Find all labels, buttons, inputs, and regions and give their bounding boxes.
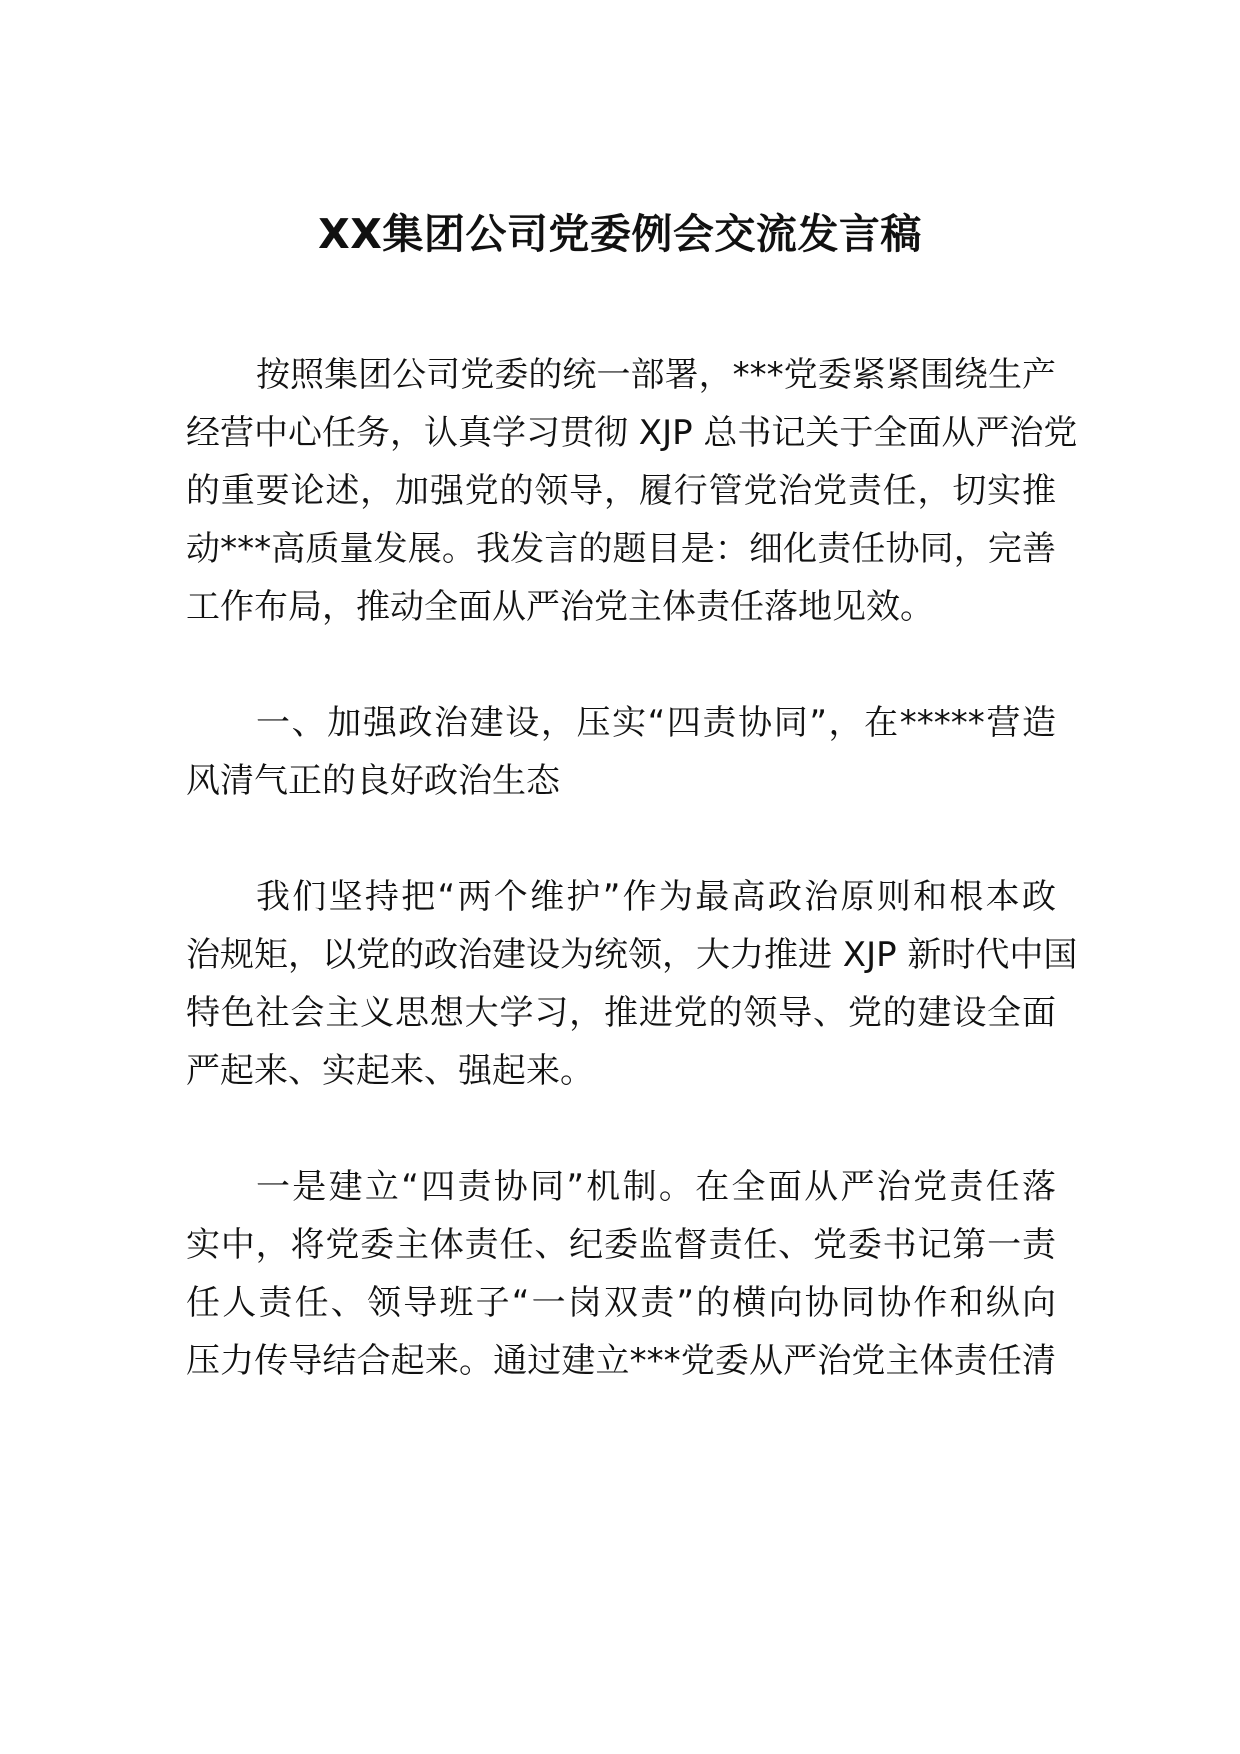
section-heading-line: 风清气正的良好政治生态 [186,761,560,801]
paragraph-line: 经营中心任务，认真学习贯彻 XJP 总书记关于全面从严治党 [186,413,1078,453]
paragraph-line: 按照集团公司党委的统一部署，***党委紧紧围绕生产 [256,355,1056,395]
paragraph-line: 一是建立“四责协同”机制。在全面从严治党责任落 [256,1167,1056,1207]
paragraph-line: 的重要论述，加强党的领导，履行管党治党责任，切实推 [186,471,1056,511]
paragraph-line: 任人责任、领导班子“一岗双责”的横向协同协作和纵向 [186,1283,1056,1323]
document-title: XX集团公司党委例会交流发言稿 [318,210,922,258]
paragraph-line: 治规矩，以党的政治建设为统领，大力推进 XJP 新时代中国 [186,935,1078,975]
section-heading-line: 一、加强政治建设，压实“四责协同”，在*****营造 [256,703,1056,743]
paragraph-line: 实中，将党委主体责任、纪委监督责任、党委书记第一责 [186,1225,1056,1265]
paragraph-line: 我们坚持把“两个维护”作为最高政治原则和根本政 [256,877,1056,917]
paragraph-line: 严起来、实起来、强起来。 [186,1051,594,1091]
paragraph-line: 压力传导结合起来。通过建立***党委从严治党主体责任清 [186,1341,1056,1381]
paragraph-line: 工作布局，推动全面从严治党主体责任落地见效。 [186,587,934,627]
paragraph-line: 特色社会主义思想大学习，推进党的领导、党的建设全面 [186,993,1056,1033]
paragraph-line: 动***高质量发展。我发言的题目是：细化责任协同，完善 [186,529,1056,569]
